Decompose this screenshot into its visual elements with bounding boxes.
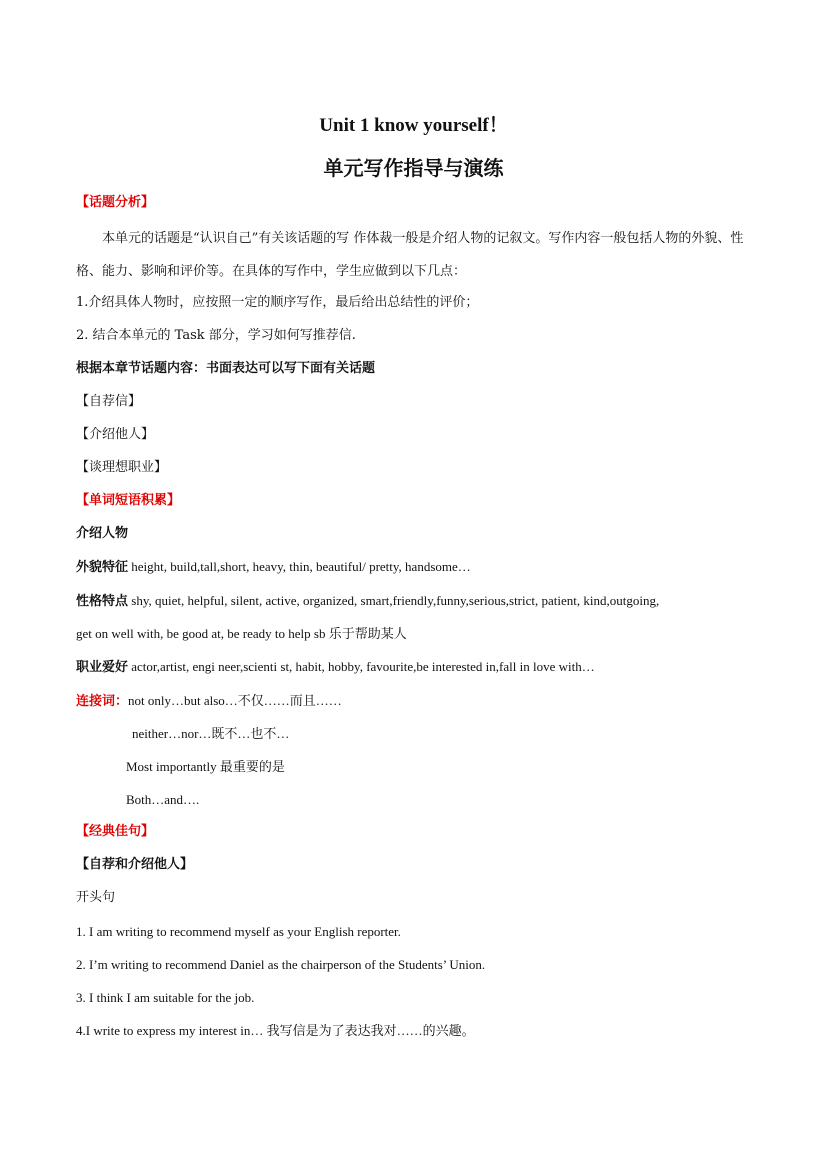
sentence-heading: 【经典佳句】 <box>76 824 155 839</box>
appearance-line <box>76 558 471 577</box>
personality-label: 性格特点 <box>76 594 129 609</box>
topic-item: 【谈理想职业】 <box>76 460 168 475</box>
topic-item: 【介绍他人】 <box>76 427 155 442</box>
conjunction-1: not only…but also…不仅……而且…… <box>128 693 342 708</box>
sentence-item: 3. I think I am suitable for the job. <box>76 990 255 1005</box>
topic-analysis-heading: 【话题分析】 <box>76 195 155 210</box>
appearance-label: 外貌特征 <box>76 560 129 575</box>
sentence-subheading: 【自荐和介绍他人】 <box>76 857 194 872</box>
document-title: Unit 1 know yourself！ <box>319 115 508 136</box>
personality-words-continued: get on well with, be good at, be ready to help sb 乐于帮助某人 <box>76 626 407 641</box>
sentence-item: 1. I am writing to recommend myself as your English reporter. <box>76 924 401 939</box>
topic-paragraph <box>76 222 756 288</box>
career-line <box>76 658 595 677</box>
personality-words: shy, quiet, helpful, silent, active, organized, smart,friendly,funny,serious,strict, patient, kind,outgoing, <box>128 593 660 608</box>
topics-intro: 根据本章节话题内容：书面表达可以写下面有关话题 <box>76 361 376 376</box>
vocab-subheading: 介绍人物 <box>76 526 129 541</box>
point-1: 1.介绍具体人物时，应按照一定的顺序写作，最后给出总结性的评价； <box>76 295 479 310</box>
conjunction-3: Most importantly 最重要的是 <box>126 759 285 774</box>
sentence-item: 4.I write to express my interest in… 我写信是为了表达我对……的兴趣。 <box>76 1023 475 1038</box>
topic-paragraph-text: 本单元的话题是“认识自己”有关该话题的写 作体裁一般是介绍人物的记叙文。写作内容一般包括人物的外貌、性格、能力、影响和评价等。在具体的写作中，学生应做到以下几点： <box>76 231 744 279</box>
conjunction-line <box>76 692 342 711</box>
vocab-heading: 【单词短语积累】 <box>76 493 181 508</box>
conjunction-label: 连接词： <box>76 694 129 709</box>
career-label: 职业爱好 <box>76 660 129 675</box>
career-words: actor,artist, engi neer,scienti st, habit, hobby, favourite,be interested in,fall in love with… <box>128 659 595 674</box>
conjunction-4: Both…and…. <box>126 792 200 807</box>
point-2: 2. 结合本单元的 Task 部分，学习如何写推荐信. <box>76 328 356 343</box>
personality-line <box>76 592 659 611</box>
sentence-item: 2. I’m writing to recommend Daniel as the chairperson of the Students’ Union. <box>76 957 486 972</box>
appearance-words: height, build,tall,short, heavy, thin, beautiful/ pretty, handsome… <box>128 559 471 574</box>
conjunction-2: neither…nor…既不…也不… <box>132 726 290 741</box>
topic-item: 【自荐信】 <box>76 394 142 409</box>
opening-label: 开头句 <box>76 890 116 905</box>
document-subtitle: 单元写作指导与演练 <box>323 156 504 180</box>
